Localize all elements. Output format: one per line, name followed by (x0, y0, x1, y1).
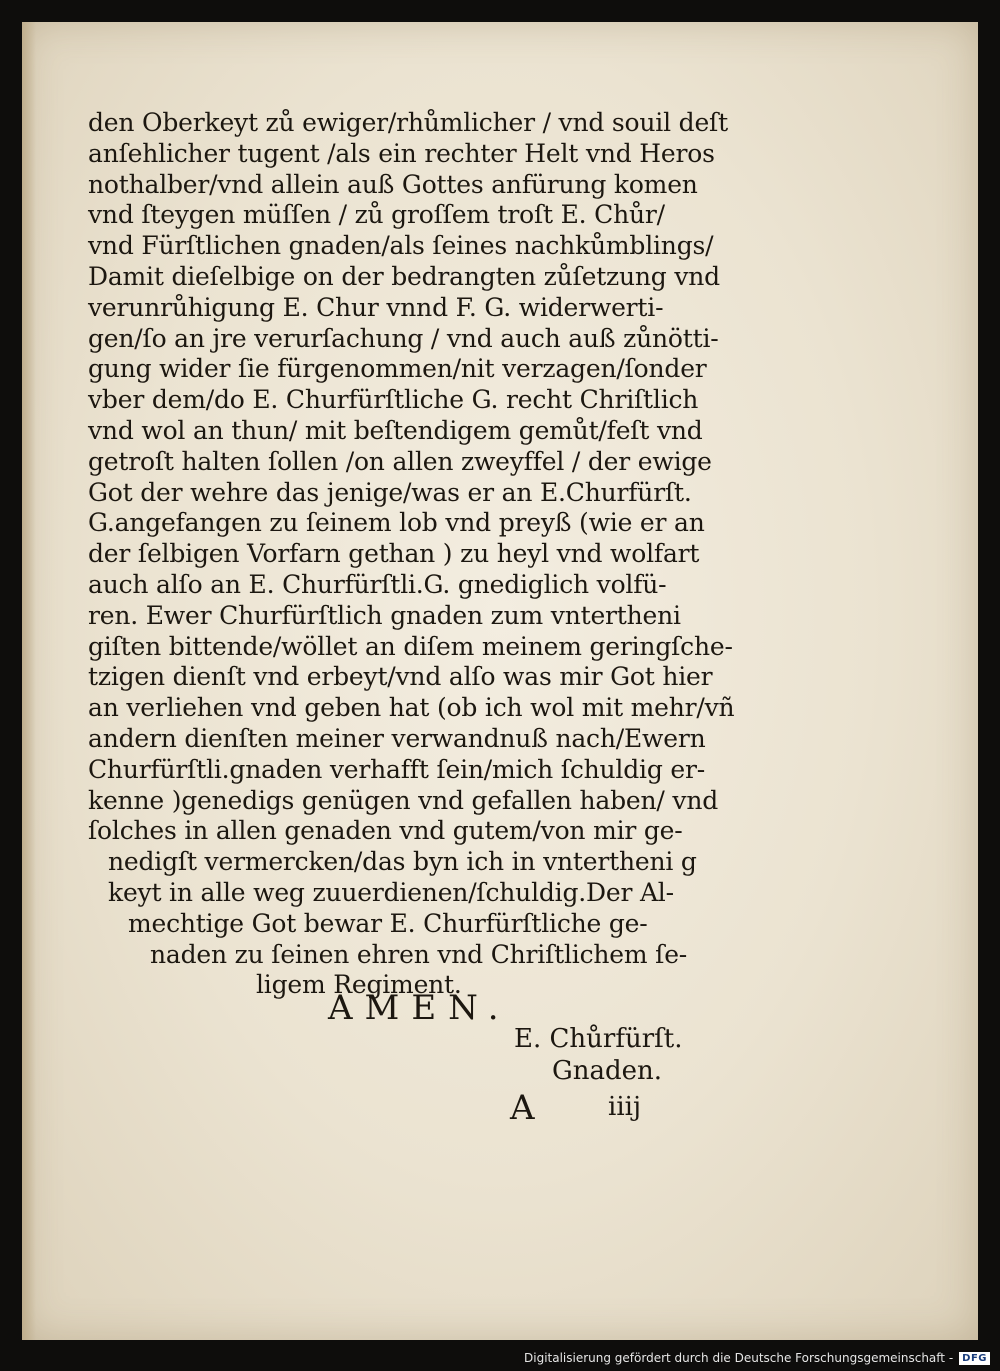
text-line: keyt in alle weg zuuerdienen/ſchuldig.Der Al- (108, 877, 674, 907)
text-line: G.angefangen zu ſeinem lob vnd preyß (wie er an (88, 508, 705, 538)
text-line: giſten bittende/wöllet an diſem meinem geringſche- (88, 631, 733, 661)
text-line: auch alſo an E. Churfürſtli.G. gnediglich volfü- (88, 569, 667, 599)
text-line: vnd ſteygen müſſen / zů groſſem troſt E. Chůr/ (88, 200, 665, 230)
signature-number: iiij (608, 1092, 642, 1122)
text-line: verunrůhigung E. Chur vnnd F. G. widerwerti- (88, 292, 664, 322)
scanned-page (22, 22, 978, 1340)
footer-text: Digitalisierung gefördert durch die Deutsche Forschungsgemeinschaft - (524, 1351, 954, 1365)
text-line: ſolches in allen genaden vnd gutem/von mir ge- (88, 816, 683, 846)
text-line: nedigſt vermercken/das byn ich in vntertheni g (108, 847, 697, 877)
text-line: gen/ſo an jre verurſachung / vnd auch auß zůnötti- (88, 323, 719, 353)
text-line: gung wider ſie fürgenommen/nit verzagen/ſonder (88, 354, 707, 384)
text-line: mechtige Got bewar E. Churfürſtliche ge- (128, 908, 648, 938)
text-line: tzigen dienſt vnd erbeyt/vnd alſo was mir Got hier (88, 662, 713, 692)
text-line: vnd Fürſtlichen gnaden/als ſeines nachkůmblings/ (88, 231, 714, 261)
amen-line: AMEN. (328, 988, 511, 1028)
text-line: nothalber/vnd allein auß Gottes anfürung komen (88, 169, 698, 199)
text-line: an verliehen vnd geben hat (ob ich wol mit mehr/vñ (88, 693, 735, 723)
closing-line-1: E. Chůrfürſt. (514, 1024, 683, 1054)
body-text (88, 108, 768, 1001)
text-line: vnd wol an thun/ mit beſtendigem gemůt/feſt vnd (88, 415, 703, 445)
text-line: getroſt halten ſollen /on allen zweyffel / der ewige (88, 446, 712, 476)
text-line: naden zu ſeinen ehren vnd Chriſtlichem ſe- (150, 939, 688, 969)
text-line: Churfürſtli.gnaden verhafft ſein/mich ſchuldig er- (88, 754, 705, 784)
text-line: ligem Regiment. (256, 970, 462, 1000)
page-binding-shadow (22, 22, 36, 1340)
text-line: anſehlicher tugent /als ein rechter Helt vnd Heros (88, 138, 715, 168)
text-line: den Oberkeyt zů ewiger/rhůmlicher / vnd souil deſt (88, 108, 728, 137)
text-line: ren. Ewer Churfürſtlich gnaden zum vntertheni (88, 600, 681, 630)
text-line: Got der wehre das jenige/was er an E.Churfürſt. (88, 477, 692, 507)
text-line: Damit dieſelbige on der bedrangten zůſetzung vnd (88, 261, 720, 291)
text-line: andern dienſten meiner verwandnuß nach/Ewern (88, 723, 706, 753)
dfg-logo: DFG (959, 1352, 990, 1365)
closing-line-2: Gnaden. (552, 1056, 663, 1086)
text-line: der ſelbigen Vorfarn gethan ) zu heyl vnd wolfart (88, 539, 700, 569)
text-line: vber dem/do E. Churfürſtliche G. recht Chriſtlich (88, 385, 699, 415)
text-line: kenne )genedigs genügen vnd gefallen haben/ vnd (88, 785, 719, 815)
funding-footer (524, 1349, 990, 1367)
signature-mark: A (510, 1088, 535, 1128)
